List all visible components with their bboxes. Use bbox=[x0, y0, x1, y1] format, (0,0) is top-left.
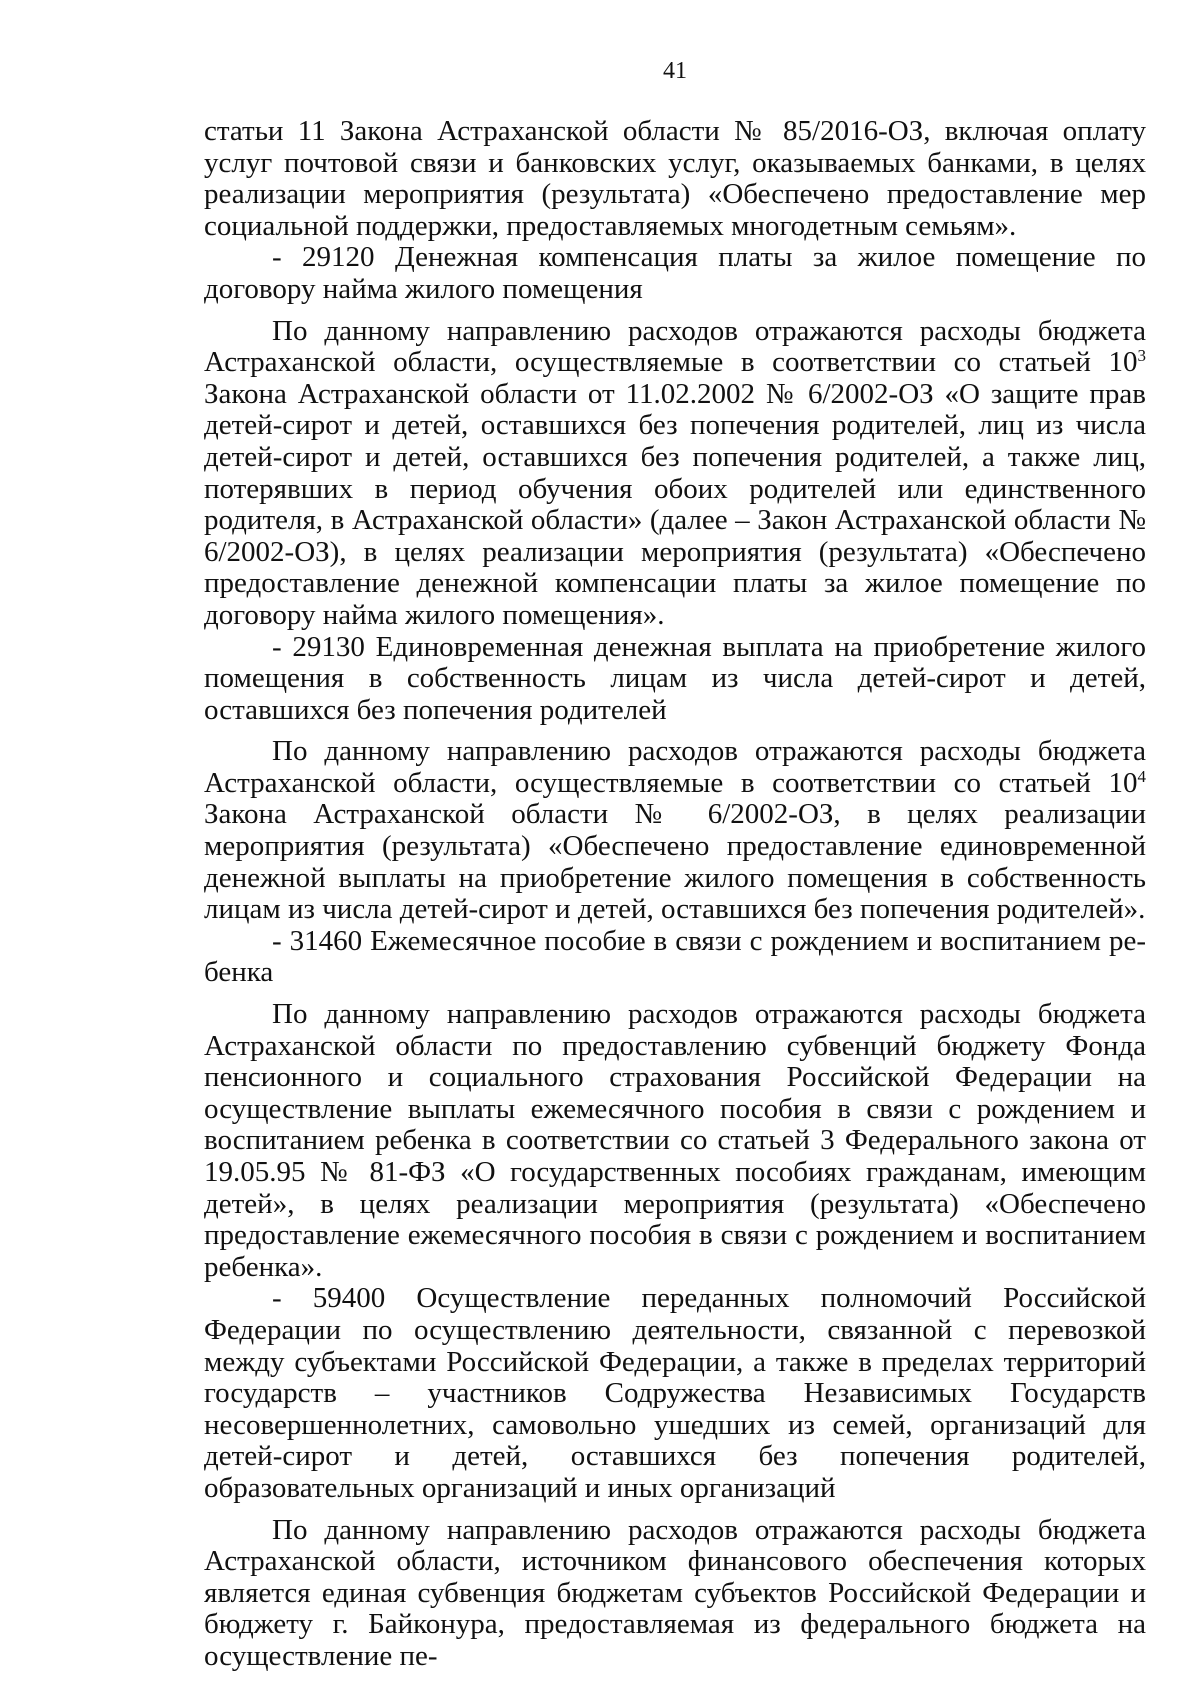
document-page bbox=[204, 0, 1146, 1697]
paragraph-heading-29120: - 29120 Денежная компенсация платы за жилое помещение по договору найма жилого помещения bbox=[204, 241, 1146, 305]
paragraph-31460-description: По данному направлению расходов отражаются расходы бюджета Астраханской области по предоставлению субвенций бюджету Фонда пенсионного и социального страхования Российской Федерации на осуществление выплаты ежемесячного пособия в связи с рождением и воспитанием ребенка в соответствии со статьей 3 Федерального закона от 19.05.95 № 81-ФЗ «О государственных пособиях гражданам, имеющим детей», в целях реализации мероприятия (результата) «Обеспечено предоставление ежемесячного пособия в связи с рождением и воспитанием ребенка». bbox=[204, 998, 1146, 1283]
paragraph-heading-31460: - 31460 Ежемесячное пособие в связи с рождением и воспитанием ребенка bbox=[204, 924, 1146, 989]
document-body bbox=[204, 116, 1146, 1673]
superscript: 3 bbox=[1137, 346, 1146, 366]
text-segment: По данному направлению расходов отражаются расходы бюджета Астраханской области, осуществляемые в соответствии со статьей 10 bbox=[204, 314, 1146, 379]
paragraph-59400-description: По данному направлению расходов отражаются расходы бюджета Астраханской области, источником финансового обеспечения которых является единая субвенция бюджетам субъектов Российской Федерации и бюджету г. Байконура, предоставляемая из федерального бюджета на осуществление пе- bbox=[204, 1513, 1146, 1672]
superscript: 4 bbox=[1137, 766, 1146, 786]
text-segment: Закона Астраханской области № 6/2002-ОЗ, в целях реализации мероприятия (результата) «Обеспечено предоставление единовременной денежной выплаты на приобретение жилого помещения в собственность лицам из числа детей-сирот и детей, оставшихся без попечения родителей». bbox=[204, 798, 1146, 926]
paragraph-29130-description bbox=[204, 736, 1146, 926]
text-segment: По данному направлению расходов отражаются расходы бюджета Астраханской области, осуществляемые в соответствии со статьей 10 bbox=[204, 735, 1146, 799]
paragraph-continuation: статьи 11 Закона Астраханской области № 85/2016-ОЗ, включая оплату услуг почтовой связи и банковских услуг, оказываемых банками, в целях реализации мероприятия (результата) «Обеспечено предоставление мер социальной поддержки, предоставляемых многодетным семьям». bbox=[204, 115, 1146, 242]
paragraph-29120-description bbox=[204, 316, 1146, 632]
paragraph-heading-29130: - 29130 Единовременная денежная выплата на приобретение жилого помещения в собственность лицам из числа детей-сирот и детей, оставшихся без попечения родителей bbox=[204, 630, 1146, 726]
paragraph-heading-59400: - 59400 Осуществление переданных полномочий Российской Федерации по осуществлению деятельности, связанной с перевозкой между субъектами Российской Федерации, а также в пределах территорий государств – участников Содружества Независимых Государств несовершеннолетних, самовольно ушедших из семей, организаций для детей-сирот и детей, оставшихся без попечения родителей, образовательных организаций и иных организаций bbox=[204, 1282, 1146, 1504]
page-number: 41 bbox=[663, 58, 687, 84]
text-segment: Закона Астраханской области от 11.02.2002 № 6/2002-ОЗ «О защите прав детей-сирот и детей, оставшихся без попечения родителей, лиц из числа детей-сирот и детей, оставшихся без попечения родителей, а также лиц, потерявших в период обучения обоих родителей или единственного родителя, в Астраханской области» (далее – Закон Астраханской области № 6/2002-ОЗ), в целях реализации мероприятия (результата) «Обеспечено предоставление денежной компенсации платы за жилое помещение по договору найма жилого помещения». bbox=[204, 377, 1146, 631]
